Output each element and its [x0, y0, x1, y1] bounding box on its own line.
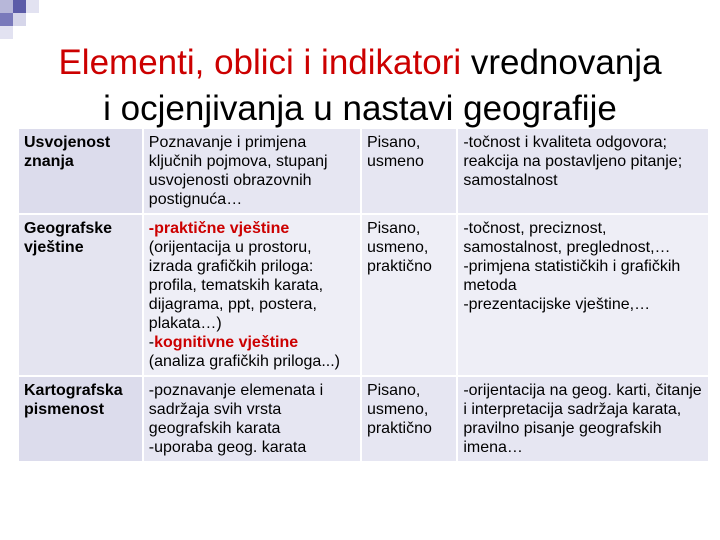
slide-title: [20, 40, 700, 132]
element-line: -uporaba geog. karata: [148, 439, 307, 456]
title-highlight: Elementi, oblici i indikatori: [58, 43, 462, 82]
indicator-line: -primjena statističkih i grafičkih metoda: [463, 258, 681, 294]
decor-square: [13, 0, 26, 13]
row-category: Geografske vještine: [19, 215, 142, 375]
indicator-line: -prezentacijske vještine,…: [463, 296, 651, 313]
table-row: [19, 129, 708, 213]
row-indicators: [458, 215, 708, 375]
table-row: [19, 377, 708, 461]
assessment-table: [17, 127, 710, 463]
row-elements: [144, 215, 360, 375]
cognitive-skills-detail: (analiza grafičkih priloga...): [148, 353, 340, 370]
title-rest: vrednovanja: [461, 43, 662, 82]
decorative-squares: [0, 0, 40, 40]
row-forms: Pisano, usmeno, praktično: [362, 377, 456, 461]
row-forms: Pisano, usmeno, praktično: [362, 215, 456, 375]
row-category: Usvojenost znanja: [19, 129, 142, 213]
decor-square: [26, 0, 39, 13]
table-row: [19, 215, 708, 375]
indicator-line: -točnost, preciznost, samostalnost, preglednost,…: [463, 220, 671, 256]
decor-square: [0, 0, 13, 13]
decor-square: [13, 13, 26, 26]
decor-square: [0, 26, 13, 39]
practical-skills-detail: (orijentacija u prostoru, izrada grafičkih priloga: profila, tematskih karata, dijagrama, ppt, postera, plakata…): [148, 239, 324, 332]
row-category: Kartografska pismenost: [19, 377, 142, 461]
emphasis-cognitive-skills: kognitivne vještine: [154, 334, 299, 351]
cognitive-dash: -: [148, 334, 155, 351]
title-line-2: i ocjenjivanja u nastavi geografije: [103, 89, 617, 128]
element-line: -poznavanje elemenata i sadržaja svih vrsta geografskih karata: [148, 382, 324, 437]
row-elements: [144, 377, 360, 461]
row-indicators: -orijentacija na geog. karti, čitanje i interpretacija sadržaja karata, pravilno pisanje geografskih imena…: [458, 377, 708, 461]
row-forms: Pisano, usmeno: [362, 129, 456, 213]
emphasis-practical-skills: -praktične vještine: [148, 220, 290, 237]
decor-square: [0, 13, 13, 26]
row-indicators: -točnost i kvaliteta odgovora; reakcija na postavljeno pitanje; samostalnost: [458, 129, 708, 213]
row-elements: Poznavanje i primjena ključnih pojmova, stupanj usvojenosti obrazovnih postignuća…: [144, 129, 360, 213]
